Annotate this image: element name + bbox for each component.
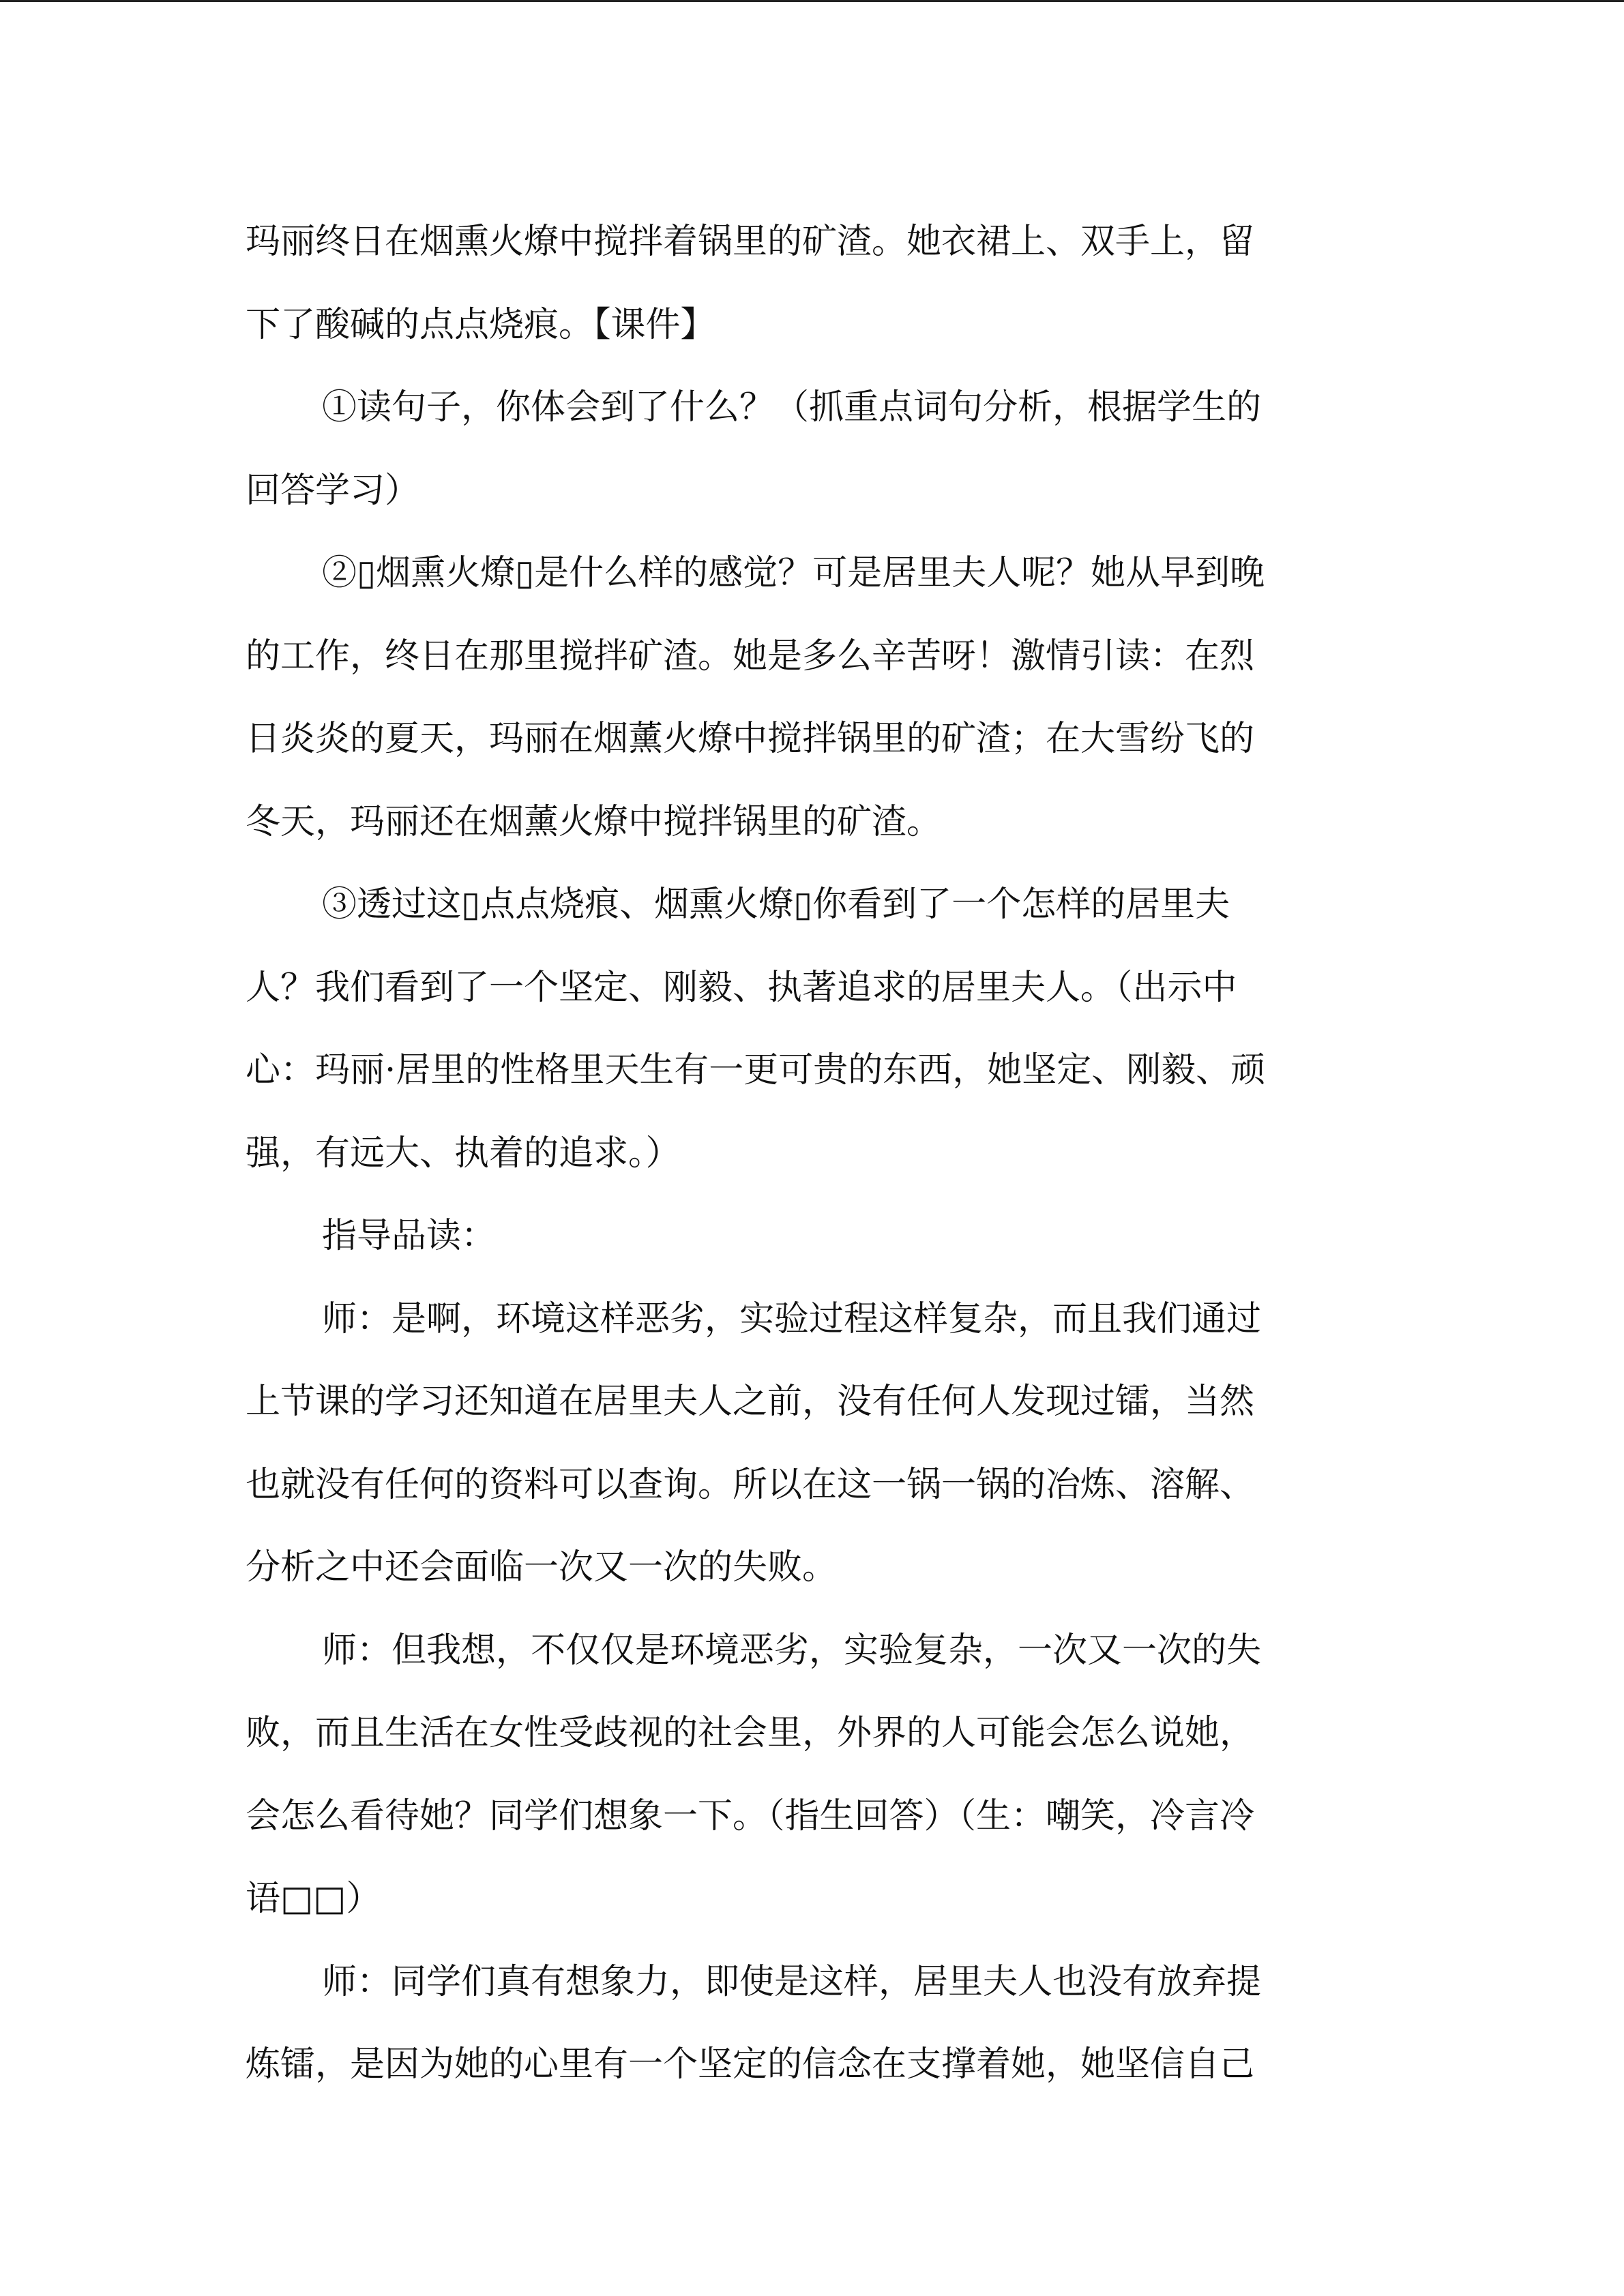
- text-line: 分析之中还会面临一次又一次的失败。: [246, 1547, 838, 1587]
- text-line: 指导品读：: [322, 1216, 497, 1256]
- text-line: 人？我们看到了一个坚定、刚毅、执著追求的居里夫人。（出示中: [246, 968, 1237, 1008]
- text-line: 心：玛丽·居里的性格里天生有一更可贵的东西，她坚定、刚毅、顽: [246, 1050, 1266, 1090]
- text-line: 炼镭，是因为她的心里有一个坚定的信念在支撑着她，她坚信自己: [246, 2044, 1255, 2085]
- text-line: 师：同学们真有想象力，即使是这样，居里夫人也没有放弃提: [322, 1962, 1262, 2002]
- text-line: ③透过这▯点点烧痕、烟熏火燎▯你看到了一个怎样的居里夫: [322, 884, 1230, 925]
- text-line: 语□□）: [246, 1879, 381, 1919]
- text-line: 的工作，终日在那里搅拌矿渣。她是多么辛苦呀！激情引读：在烈: [246, 636, 1255, 676]
- page-top-border: [0, 0, 1624, 2]
- text-line: 也就没有任何的资料可以查询。所以在这一锅一锅的冶炼、溶解、: [246, 1465, 1255, 1505]
- text-line: 会怎么看待她？同学们想象一下。（指生回答）（生：嘲笑，冷言冷: [246, 1796, 1255, 1836]
- text-line: 下了酸碱的点点烧痕。【课件】: [246, 305, 715, 345]
- text-line: 上节课的学习还知道在居里夫人之前，没有任何人发现过镭，当然: [246, 1382, 1255, 1422]
- text-line: 师：但我想，不仅仅是环境恶劣，实验复杂，一次又一次的失: [322, 1630, 1262, 1671]
- text-line: 日炎炎的夏天，玛丽在烟薰火燎中搅拌锅里的矿渣；在大雪纷飞的: [246, 719, 1255, 759]
- text-line: 败，而且生活在女性受歧视的社会里，外界的人可能会怎么说她，: [246, 1713, 1255, 1753]
- text-line: ①读句子，你体会到了什么？（抓重点词句分析，根据学生的: [322, 387, 1262, 428]
- text-line: 回答学习）: [246, 471, 420, 511]
- text-line: 强，有远大、执着的追求。）: [246, 1133, 681, 1174]
- text-line: ②▯烟熏火燎▯是什么样的感觉？可是居里夫人呢？她从早到晚: [322, 553, 1265, 593]
- text-line: 师：是啊，环境这样恶劣，实验过程这样复杂，而且我们通过: [322, 1299, 1262, 1339]
- text-line: 玛丽终日在烟熏火燎中搅拌着锅里的矿渣。她衣裙上、双手上，留: [246, 222, 1255, 262]
- text-line: 冬天，玛丽还在烟薰火燎中搅拌锅里的矿渣。: [246, 802, 942, 842]
